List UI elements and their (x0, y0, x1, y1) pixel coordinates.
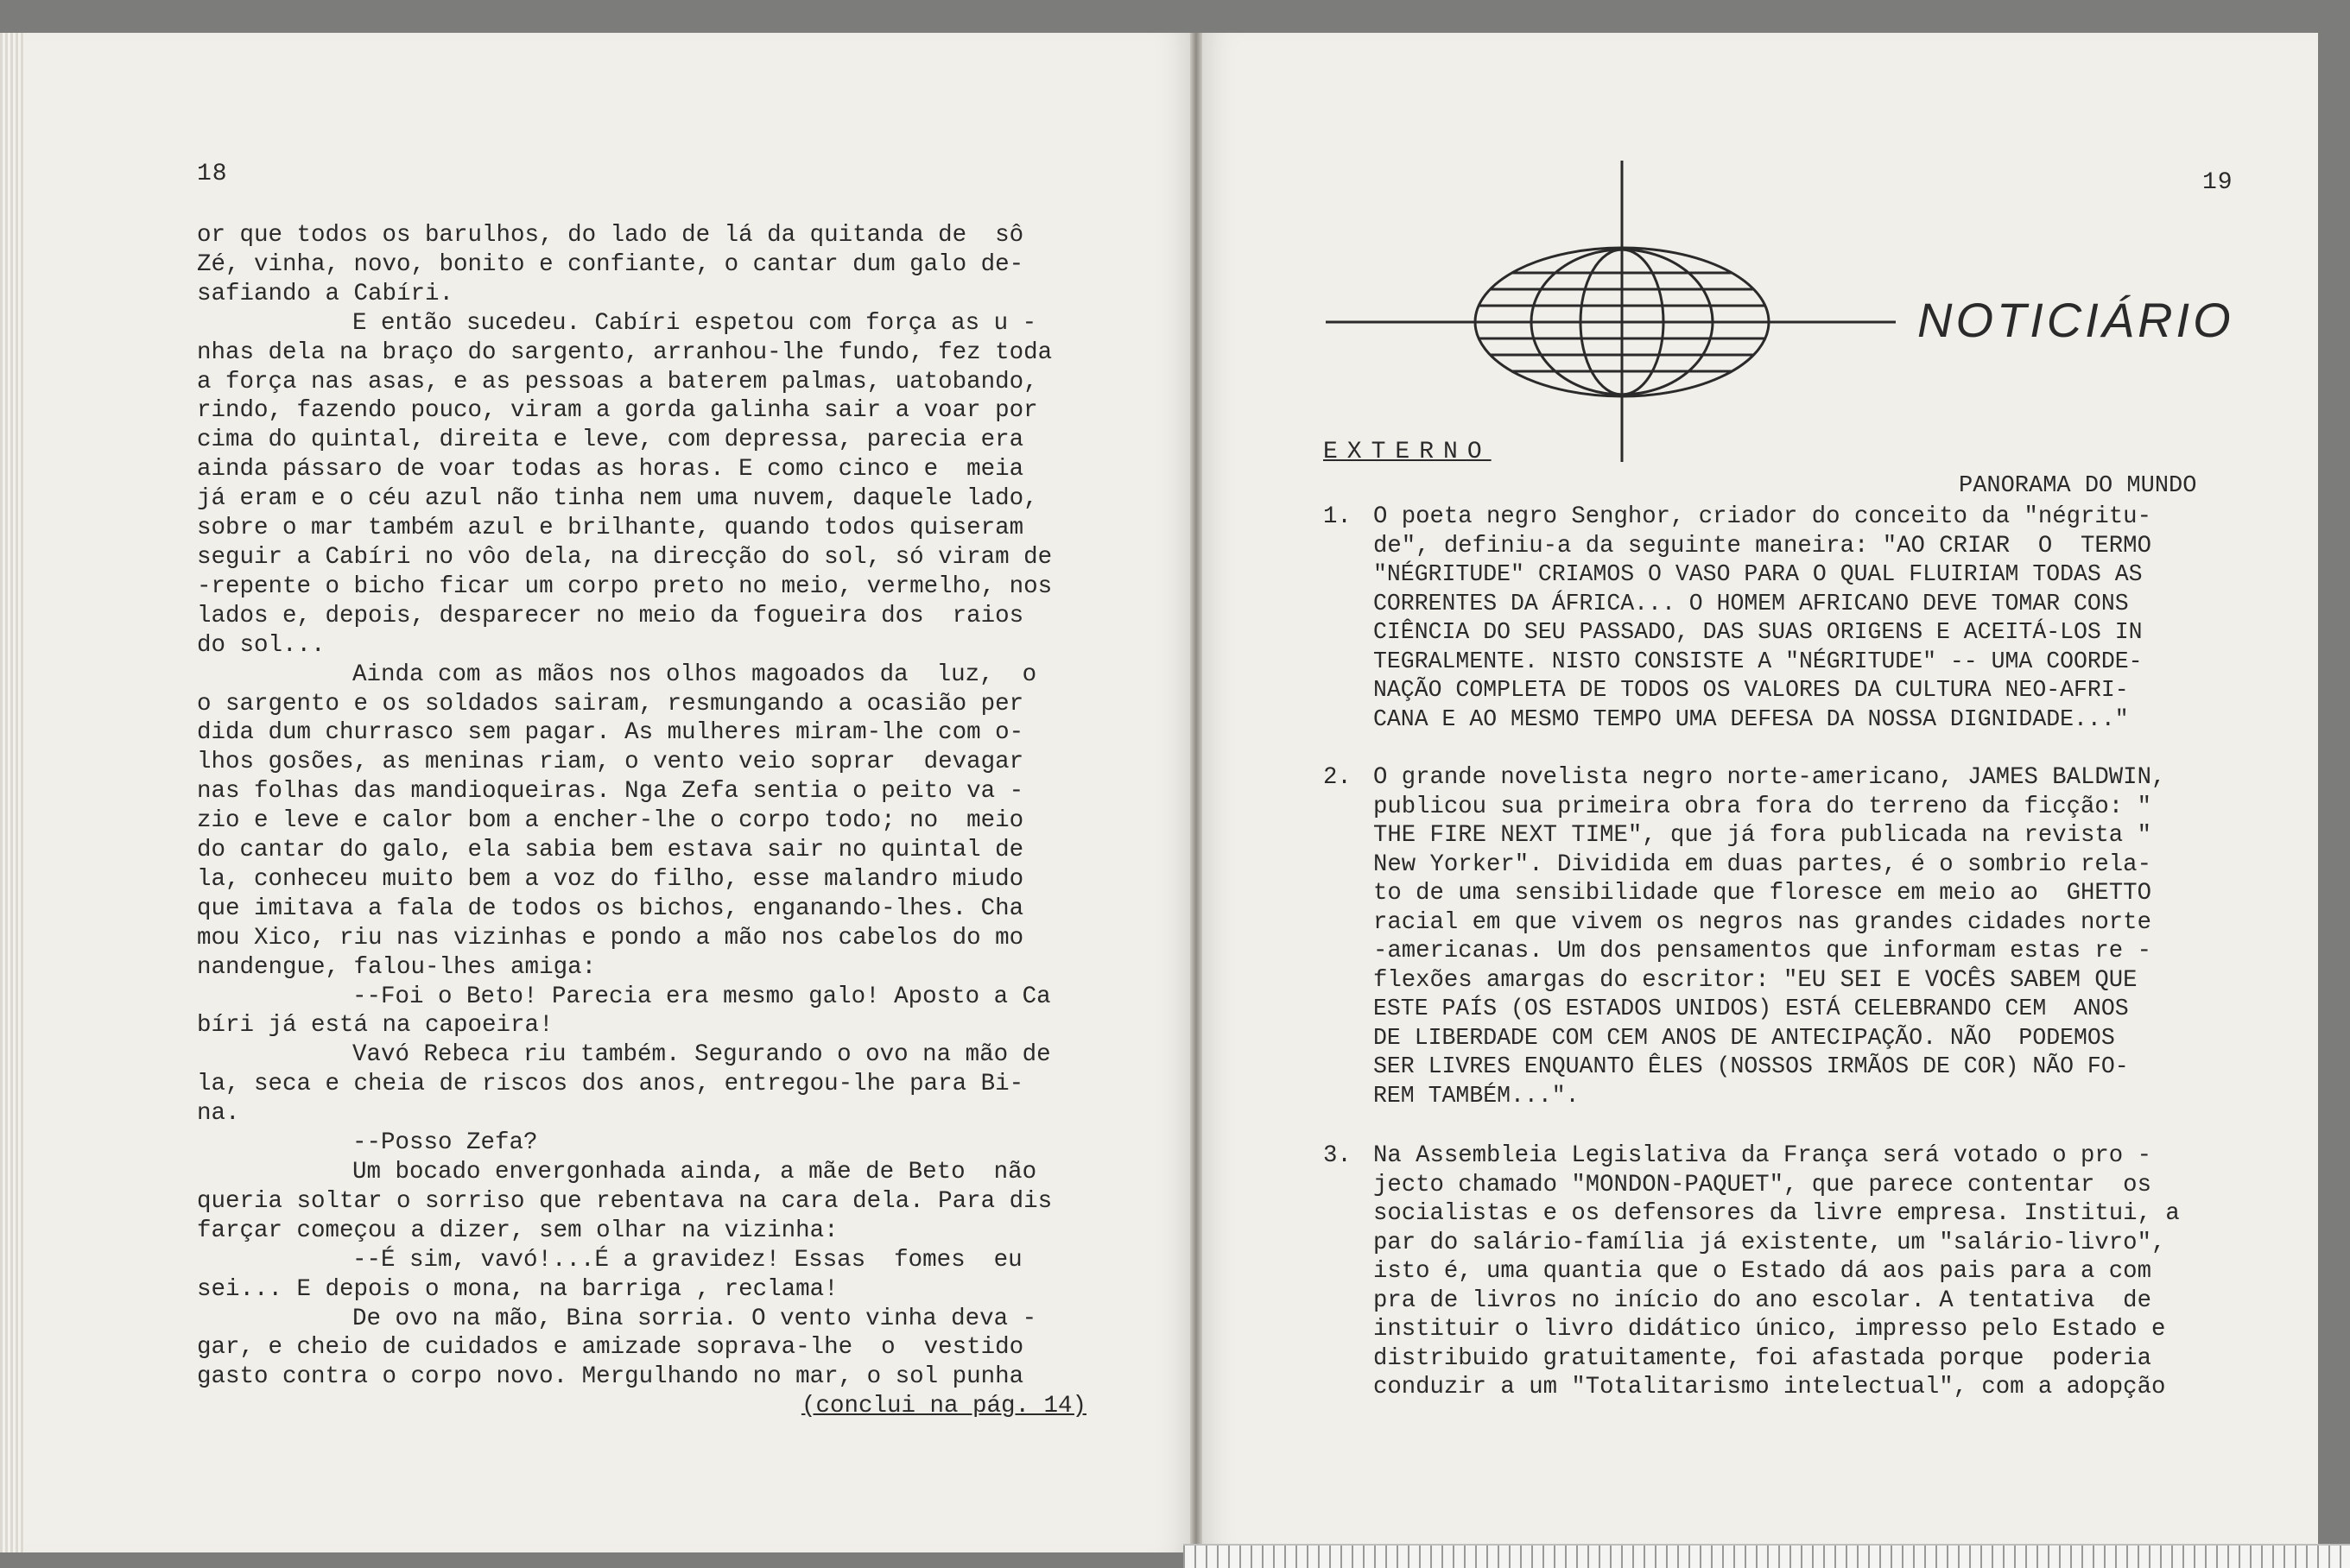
text-line: flexões amargas do escritor: "EU SEI E VOCÊS SABEM QUE (1373, 966, 2138, 994)
text-line: --Foi o Beto! Parecia era mesmo galo! Aposto a Ca (352, 983, 1051, 1010)
text-line: --É sim, vavó!...É a gravidez! Essas fomes eu (352, 1246, 1023, 1274)
news-item-3 (1323, 1141, 2239, 1402)
text-line: to de uma sensibilidade que floresce em meio ao GHETTO (1373, 880, 2151, 907)
text-line: o sargento e os soldados sairam, resmungando a ocasião per (197, 690, 1024, 718)
text-line: Zé, vinha, novo, bonito e confiante, o cantar dum galo de- (197, 250, 1024, 278)
text-line: já eram e o céu azul não tinha nem uma nuvem, daquele lado, (197, 485, 1038, 513)
text-line: TEGRALMENTE. NISTO CONSISTE A "NÉGRITUDE" -- UMA COORDE- (1373, 648, 2143, 674)
globe-logo (1326, 155, 1930, 466)
text-line: ainda pássaro de voar todas as horas. E como cinco e meia (197, 456, 1024, 484)
continuation-note: (conclui na pág. 14) (801, 1393, 1086, 1420)
text-line: -repente o bicho ficar um corpo preto no meio, vermelho, nos (197, 572, 1053, 600)
text-line: O poeta negro Senghor, criador do conceito da "négritu- (1373, 503, 2151, 530)
text-line: pra de livros no início do ano escolar. A tentativa de (1373, 1287, 2151, 1314)
text-line: instituir o livro didático único, impresso pelo Estado e (1373, 1316, 2166, 1343)
text-line: "NÉGRITUDE" CRIAMOS O VASO PARA O QUAL FLUIRIAM TODAS AS (1373, 561, 2143, 587)
text-line: do sol... (197, 631, 326, 659)
text-line: bíri já está na capoeira! (197, 1012, 554, 1040)
text-line: do cantar do galo, ela sabia bem estava sair no quintal de (197, 837, 1024, 864)
text-line: distribuido gratuitamente, foi afastada porque poderia (1373, 1344, 2151, 1372)
text-line: REM TAMBÉM...". (1373, 1082, 1580, 1109)
text-line: DE LIBERDADE COM CEM ANOS DE ANTECIPAÇÃO. NÃO PODEMOS (1373, 1024, 2115, 1051)
text-line: -americanas. Um dos pensamentos que informam estas re - (1373, 938, 2151, 964)
text-line: ESTE PAÍS (OS ESTADOS UNIDOS) ESTÁ CELEBRANDO CEM ANOS (1373, 996, 2129, 1021)
text-line: publicou sua primeira obra fora do terreno da ficção: " (1373, 793, 2151, 820)
noticiario-title: NOTICIÁRIO (1917, 293, 2234, 347)
text-line: O grande novelista negro norte-americano, JAMES BALDWIN, (1373, 764, 2166, 791)
text-line: que imitava a fala de todos os bichos, enganando-lhes. Cha (197, 895, 1024, 922)
news-item-1 (1323, 503, 2239, 734)
text-line: De ovo na mão, Bina sorria. O vento vinha deva - (352, 1305, 1037, 1332)
text-line: safiando a Cabíri. (197, 280, 454, 307)
text-line: seguir a Cabíri no vôo dela, na direcção do sol, só viram de (197, 543, 1053, 571)
text-line: farçar começou a dizer, sem olhar na vizinha: (197, 1217, 839, 1244)
text-line: gasto contra o corpo novo. Mergulhando no mar, o sol punha (197, 1363, 1024, 1391)
text-line: E então sucedeu. Cabíri espetou com força as u - (352, 309, 1037, 337)
text-line: la, seca e cheia de riscos dos anos, entregou-lhe para Bi- (197, 1071, 1024, 1098)
text-line: SER LIVRES ENQUANTO ÊLES (NOSSOS IRMÃOS DE COR) NÃO FO- (1373, 1053, 2129, 1079)
text-line: --Posso Zefa? (352, 1129, 538, 1157)
text-line: CANA E AO MESMO TEMPO UMA DEFESA DA NOSSA DIGNIDADE..." (1373, 705, 2129, 732)
text-line: CIÊNCIA DO SEU PASSADO, DAS SUAS ORIGENS E ACEITÁ-LOS IN (1373, 619, 2143, 645)
text-line: lados e, depois, desparecer no meio da fogueira dos raios (197, 602, 1024, 629)
text-line: jecto chamado "MONDON-PAQUET", que parece contentar os (1373, 1171, 2151, 1198)
text-line: par do salário-família já existente, um "salário-livro", (1373, 1229, 2166, 1256)
text-line: or que todos os barulhos, do lado de lá da quitanda de sô (197, 222, 1024, 249)
text-line: a força nas asas, e as pessoas a baterem palmas, uatobando, (197, 368, 1038, 395)
page-number-left: 18 (197, 161, 228, 187)
text-line: na. (197, 1100, 240, 1128)
text-line: Na Assembleia Legislativa da França será votado o pro - (1373, 1142, 2151, 1169)
text-line: la, conheceu muito bem a voz do filho, esse malandro miudo (197, 865, 1024, 893)
scale-ruler (1183, 1544, 2350, 1568)
text-line: sei... E depois o mona, na barriga , reclama! (197, 1275, 839, 1303)
text-line: nas folhas das mandioqueiras. Nga Zefa sentia o peito va - (197, 778, 1024, 806)
section-title-externo: EXTERNO (1323, 439, 1492, 465)
section-subtitle: PANORAMA DO MUNDO (1959, 473, 2197, 499)
text-line: Ainda com as mãos nos olhos magoados da luz, o (352, 661, 1037, 688)
text-line: isto é, uma quantia que o Estado dá aos pais para a com (1373, 1258, 2151, 1285)
text-line: gar, e cheio de cuidados e amizade soprava-lhe o vestido (197, 1334, 1024, 1362)
text-line: conduzir a um "Totalitarismo intelectual", com a adopção (1373, 1374, 2166, 1400)
text-line: mou Xico, riu nas vizinhas e pondo a mão nos cabelos do mo (197, 924, 1024, 952)
book-gutter (1190, 33, 1202, 1552)
text-line: racial em que vivem os negros nas grandes cidades norte (1373, 908, 2151, 936)
item-number: 3. (1323, 1142, 1352, 1169)
text-line: zio e leve e calor bom a encher-lhe o corpo todo; no meio (197, 807, 1024, 835)
text-line: Um bocado envergonhada ainda, a mãe de Beto não (352, 1159, 1037, 1185)
text-line: queria soltar o sorriso que rebentava na cara dela. Para dis (197, 1187, 1053, 1215)
item-number: 2. (1323, 764, 1352, 791)
news-item-2 (1323, 763, 2239, 1110)
page-number-right: 19 (2202, 169, 2233, 196)
item-number: 1. (1323, 503, 1352, 530)
text-line: New Yorker". Dividida em duas partes, é o sombrio rela- (1373, 850, 2151, 878)
text-line: nandengue, falou-lhes amiga: (197, 953, 597, 981)
text-line: Vavó Rebeca riu também. Segurando o ovo na mão de (352, 1041, 1051, 1069)
text-line: lhos gosões, as meninas riam, o vento veio soprar devagar (197, 749, 1024, 776)
text-line: de", definiu-a da seguinte maneira: "AO CRIAR O TERMO (1373, 532, 2151, 560)
text-line: nhas dela na braço do sargento, arranhou-lhe fundo, fez toda (197, 338, 1053, 366)
text-line: sobre o mar também azul e brilhante, quando todos quiseram (197, 515, 1024, 542)
text-line: NAÇÃO COMPLETA DE TODOS OS VALORES DA CULTURA NEO-AFRI- (1373, 677, 2129, 703)
text-line: socialistas e os defensores da livre empresa. Institui, a (1373, 1200, 2180, 1227)
text-line: dida dum churrasco sem pagar. As mulheres miram-lhe com o- (197, 719, 1024, 747)
left-body-text (197, 221, 1112, 1421)
text-line: CORRENTES DA ÁFRICA... O HOMEM AFRICANO DEVE TOMAR CONS (1373, 590, 2129, 616)
page-edges (0, 33, 26, 1552)
text-line: cima do quintal, direita e leve, com depressa, parecia era (197, 427, 1024, 454)
text-line: THE FIRE NEXT TIME", que já fora publicada na revista " (1373, 822, 2151, 849)
text-line: rindo, fazendo pouco, viram a gorda galinha sair a voar por (197, 397, 1038, 425)
